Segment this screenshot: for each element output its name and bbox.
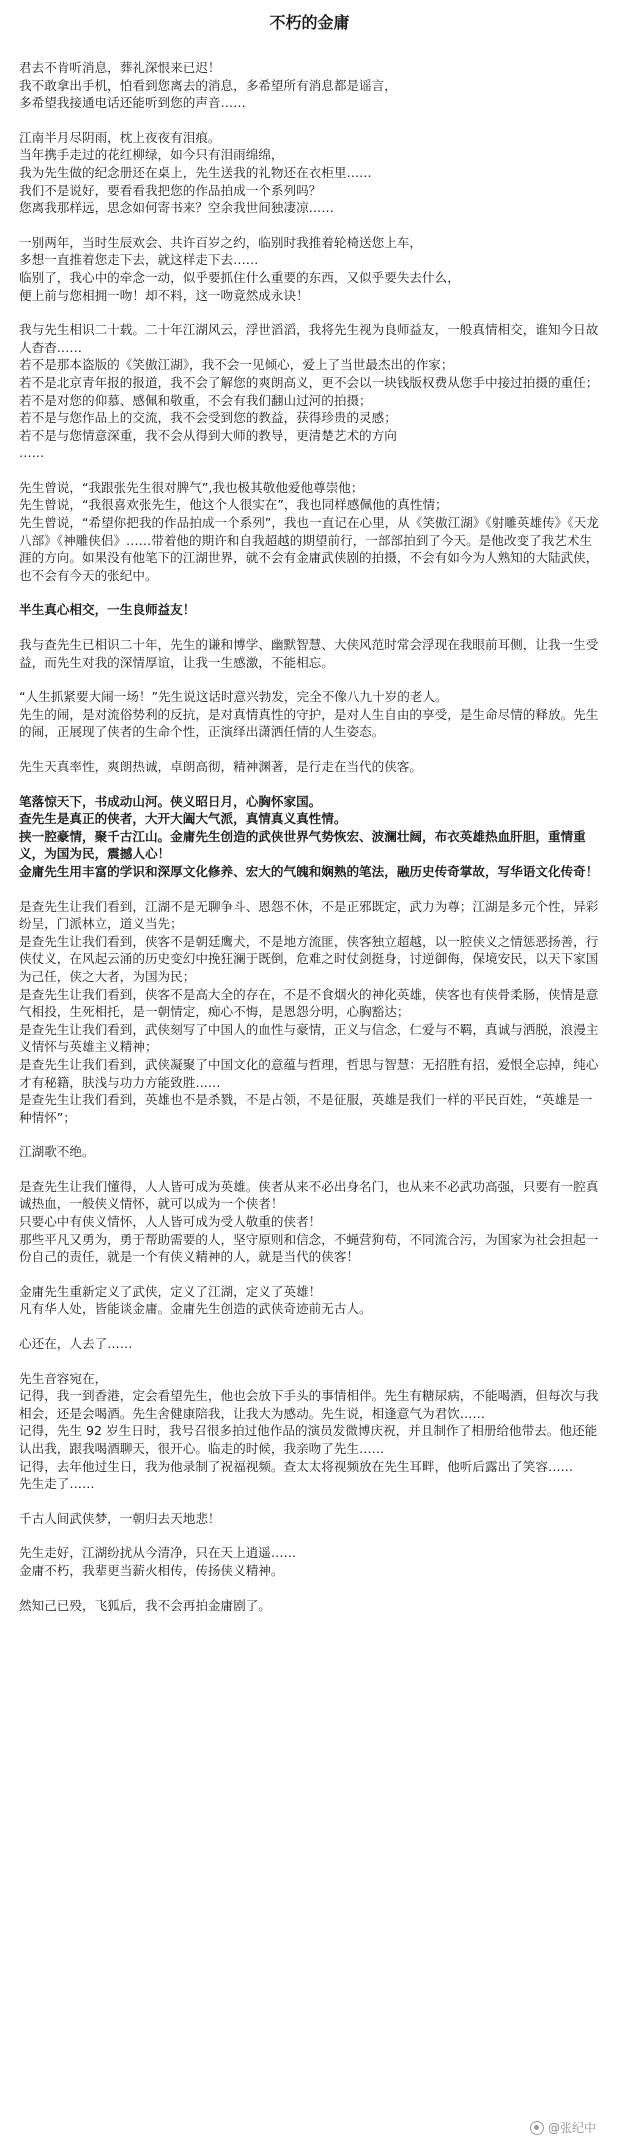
- paragraph: [19, 1283, 600, 1318]
- paragraph: [19, 758, 600, 776]
- paragraph: [19, 59, 600, 112]
- paragraph-line: 笔落惊天下，书成动山河。侠义昭日月，心胸怀家国。: [19, 793, 322, 809]
- paragraph: [19, 479, 600, 585]
- paragraph: [19, 1370, 600, 1493]
- paragraph-line: ……: [19, 445, 45, 461]
- paragraph-line: 只要心中有侠义情怀，人人皆可成为受人敬重的侠者！: [19, 1214, 322, 1230]
- paragraph-line: 我为先生做的纪念册还在桌上，先生送我的礼物还在衣柜里……: [19, 164, 372, 180]
- paragraph-line: 凡有华人处，皆能谈金庸。金庸先生创造的武侠奇迹前无古人。: [19, 1301, 372, 1317]
- paragraph: [19, 1597, 600, 1615]
- paragraph-line: 我不敢拿出手机，怕看到您离去的消息，多希望所有消息都是谣言，: [19, 77, 397, 93]
- watermark: [530, 2119, 596, 2136]
- paragraph-line: 记得，先生 92 岁生日时，我号召很多拍过他作品的演员发微博庆祝，并且制作了相册给他带去。他还能认出我，跟我喝酒聊天，很开心。临走的时候，我亲吻了先生……: [19, 1423, 598, 1456]
- paragraph-line: 我与先生相识二十载。二十年江湖风云，浮世滔滔，我将先生视为良师益友，一般真情相交，谁知今日故人杳杳……: [19, 322, 599, 355]
- paragraph-line: 是查先生让我们看到，武侠刻写了中国人的血性与豪情，正义与信念，仁爱与不羁，真诚与洒脱，浪漫主义情怀与英雄主义精神；: [19, 1021, 599, 1055]
- paragraph-line: 千古人间武侠梦，一朝归去天地悲！: [19, 1510, 221, 1526]
- paragraph-line: 先生天真率性，爽朗热诚，卓朗高彻，精神渊著，是行走在当代的侠客。: [19, 759, 422, 774]
- paragraph-line: 是查先生让我们看到，武侠凝聚了中国文化的意蕴与哲理，哲思与智慧：无招胜有招，爱恨全忘掉，纯心才有秘籍，肤浅与功力方能致胜……: [19, 1056, 599, 1090]
- paragraph: [19, 636, 600, 671]
- paragraph-line: 若不是与您情意深重，我不会从得到大师的教导，更清楚艺术的方向: [19, 427, 397, 443]
- paragraph-line: 先生音容宛在，: [19, 1370, 108, 1386]
- paragraph-line: 君去不肯听消息，葬礼深恨来已迟！: [19, 60, 221, 75]
- paragraph-line: 是查先生让我们看到，侠客不是朝廷鹰犬，不是地方流匪，侠客独立超越，以一腔侠义之情惩恶扬善，行侠仗义，在风起云涌的历史变幻中挽狂澜于既倒，危难之时仗剑挺身，讨逆御侮，保境安民，以天下家国为己任，侠之大者，为国为民；: [19, 933, 599, 984]
- paragraph-line: 若不是与您作品上的交流，我不会受到您的教益，获得珍贵的灵感；: [19, 410, 397, 426]
- paragraph: [19, 1143, 600, 1161]
- paragraph: [19, 1510, 600, 1528]
- paragraph: [19, 234, 600, 304]
- paragraph: [19, 1178, 600, 1266]
- paragraph-line: 挟一腔豪情，聚千古江山。金庸先生创造的武侠世界气势恢宏、波澜壮阔，布衣英雄热血肝胆，重情重义，为国为民，震撼人心！: [19, 828, 586, 862]
- paragraph-line: 然知己已殁，飞狐后，我不会再拍金庸剧了。: [19, 1597, 271, 1613]
- paragraph-line: 当年携手走过的花红柳绿，如今只有泪雨绵绵，: [19, 147, 284, 163]
- paragraph: [19, 321, 600, 462]
- paragraph-line: 临别了，我心中的牵念一动，似乎要抓住什么重要的东西，又似乎要失去什么，: [19, 269, 460, 285]
- paragraph-line: 心还在，人去了……: [19, 1336, 133, 1352]
- paragraph: [19, 601, 600, 619]
- paragraph-line: 多想一直推着您走下去，就这样走下去……: [19, 252, 259, 268]
- paragraph-line: 我们不是说好，要看看我把您的作品拍成一个系列吗？: [19, 182, 322, 198]
- article-body: [19, 59, 600, 1614]
- paragraph-line: 若不是那本盗版的《笑傲江湖》，我不会一见倾心，爱上了当世最杰出的作家；: [19, 357, 454, 373]
- paragraph-line: 半生真心相交，一生良师益友！: [19, 602, 196, 618]
- paragraph-line: 先生曾说，“我跟张先生很对脾气”,我也极其敬他爱他尊崇他；: [19, 479, 364, 495]
- paragraph-line: 那些平凡又勇为，勇于帮助需要的人，坚守原则和信念，不蝇营狗苟，不同流合污，为国家为社会担起一份自己的责任，就是一个有侠义精神的人，就是当代的侠客！: [19, 1231, 599, 1265]
- paragraph: [19, 129, 600, 217]
- paragraph-line: “人生抓紧要大闹一场！”先生说这话时意兴勃发，完全不像八九十岁的老人。: [19, 689, 448, 705]
- paragraph-line: 若不是北京青年报的报道，我不会了解您的爽朗高义，更不会以一块钱版权费从您手中接过拍摄的重任；: [19, 374, 599, 390]
- paragraph-line: 查先生是真正的侠者，大开大阖大气派，真情真义真性情。: [19, 811, 347, 827]
- paragraph-line: 江湖歌不绝。: [19, 1144, 95, 1160]
- paragraph-line: 先生走了……: [19, 1476, 95, 1492]
- paragraph-line: 是查先生让我们看到，侠客不是高大全的存在，不是不食烟火的神化英雄，侠客也有侠骨柔肠，侠情是意气相投，生死相托，是一朝情定，痴心不悔，是恩怨分明，心胸豁达；: [19, 986, 599, 1020]
- paragraph-line: 金庸先生用丰富的学识和深厚文化修养、宏大的气魄和娴熟的笔法，融历史传奇掌故，写华语文化传奇！: [19, 863, 599, 879]
- paragraph-line: 先生走好，江湖纷扰从今清净，只在天上逍遥……: [19, 1545, 297, 1561]
- article-title: 不朽的金庸: [269, 13, 350, 32]
- weibo-icon: [530, 2121, 544, 2135]
- paragraph: [19, 688, 600, 741]
- paragraph: [19, 1544, 600, 1579]
- paragraph-line: 记得，去年他过生日，我为他录制了祝福视频。查太太将视频放在先生耳畔，他听后露出了笑容……: [19, 1458, 574, 1474]
- paragraph: [19, 898, 600, 1127]
- paragraph-line: 金庸不朽，我辈更当薪火相传，传扬侠义精神。: [19, 1562, 284, 1578]
- paragraph-line: 金庸先生重新定义了武侠，定义了江湖，定义了英雄！: [19, 1283, 322, 1299]
- paragraph-line: 先生曾说，“希望你把我的作品拍成一个系列”，我也一直记在心里，从《笑傲江湖》《射雕英雄传》《天龙八部》《神雕侠侣》……带着他的期许和自我超越的期望前行，一部部拍到了今天。是他改变了我艺术生涯的方向。如果没有他笔下的江湖世界，就不会有金庸武侠剧的拍摄，不会有如今为人熟知的大陆武侠，也不会有今天的张纪中。: [19, 515, 599, 583]
- paragraph-line: 一别两年，当时生辰欢会、共许百岁之约，临别时我推着轮椅送您上车，: [19, 234, 422, 250]
- paragraph-line: 您离我那样远，思念如何寄书来？空余我世间独凄凉……: [19, 200, 334, 216]
- paragraph-line: 先生曾说，“我很喜欢张先生，他这个人很实在”，我也同样感佩他的真性情；: [19, 497, 448, 513]
- paragraph-line: 江南半月尽阴雨，枕上夜夜有泪痕。: [19, 129, 221, 145]
- paragraph-line: 我与查先生已相识二十年，先生的谦和博学、幽默智慧、大侠风范时常会浮现在我眼前耳侧，让我一生受益，而先生对我的深情厚谊，让我一生感激，不能相忘。: [19, 637, 599, 670]
- paragraph: [19, 1335, 600, 1353]
- paragraph-line: 记得，我一到香港，定会看望先生，他也会放下手头的事情相伴。先生有糖尿病，不能喝酒，但每次与我相会，还是会喝酒。先生舍健康陪我，让我大为感动。先生说，相逢意气为君饮……: [19, 1388, 599, 1421]
- paragraph-line: 多希望我接通电话还能听到您的声音……: [19, 95, 246, 111]
- paragraph-line: 是查先生让我们懂得，人人皆可成为英雄。侠者从来不必出身名门，也从来不必武功高强，只要有一腔真诚热血，一般侠义情怀，就可以成为一个侠者！: [19, 1178, 599, 1212]
- paragraph-line: 若不是对您的仰慕、感佩和敬重，不会有我们翻山过河的拍摄；: [19, 392, 372, 408]
- paragraph-line: 便上前与您相拥一吻！却不料，这一吻竟然成永诀！: [19, 287, 309, 303]
- paragraph-line: 是查先生让我们看到，江湖不是无聊争斗、恩怨不休，不是正邪既定，武力为尊；江湖是多元个性，异彩纷呈，门派林立，道义当先；: [19, 898, 599, 932]
- watermark-text: @张纪中: [547, 2121, 596, 2135]
- paragraph: [19, 793, 600, 881]
- paragraph-line: 是查先生让我们看到，英雄也不是杀戮，不是占领，不是征服，英雄是我们一样的平民百姓，“英雄是一种情怀”；: [19, 1092, 593, 1125]
- paragraph-line: 先生的闹，是对流俗势利的反抗，是对真情真性的守护，是对人生自由的享受，是生命尽情的释放。先生的闹，正展现了侠者的生命个性，正演绎出潇洒任情的人生姿态。: [19, 706, 599, 740]
